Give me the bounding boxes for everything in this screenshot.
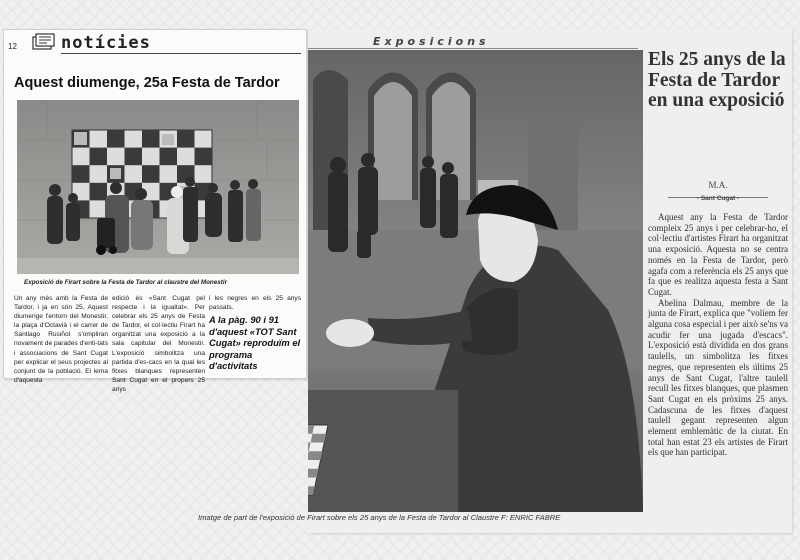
section-title: notícies	[61, 33, 151, 53]
page-number: 12	[8, 42, 17, 51]
article-column-3-text: i les negres en els 25 anys passats.	[209, 295, 301, 312]
article-body	[648, 212, 788, 458]
article-column-1: Un any més amb la Festa de Tardor, i ja en són 25. Aquest diumenge l'entorn del Monestir, la plaça d'Octavià i el carrer de Santiago Rusiñol s'ompliran novament de parades d'enti-tats i associacions de Sant Cugat per explicar el seus projectes al conjunt de la població. El lema d'aquesta	[14, 295, 108, 384]
photo-caption: Imatge de part de l'exposició de Firart sobre els 25 anys de la Festa de Tardor al Claustre F: ENRIC FABRE	[198, 513, 561, 522]
program-callout: A la pàg. 90 i 91 d'aquest «TOT Sant Cugat» reproduïm el programa d'activitats	[209, 314, 301, 372]
left-clipping	[3, 29, 307, 393]
section-rule	[61, 53, 301, 54]
headline: Aquest diumenge, 25a Festa de Tardor	[14, 75, 280, 91]
author-byline: M.A.	[708, 180, 728, 190]
article-column-2: edició és «Sant Cugat pel respecte i la igualtat». Per celebrar els 25 anys de Festa de Tardor, el col·lectiu Firart ha organitzat una exposició a la sala capitular del Monestir. L'exposició simbolitza una partida d'es-cacs en la qual les fitxes blanques representen Sant Cugat en el propers 25 anys	[112, 295, 205, 393]
section-rule	[308, 48, 638, 49]
city-byline: - Sant Cugat -	[696, 195, 740, 202]
article-paragraph: Aquest any la Festa de Tardor compleix 25 anys i per celebrar-ho, el col·lectiu d'artistes Firart ha organitzat una exposició. Aquesta no se centra només en la Festa de Tardor, però agafa com a referència els 25 anys que fa que es realitza aquesta festa a Sant Cugat.	[648, 212, 788, 297]
newspaper-logo-icon	[31, 33, 57, 51]
article-paragraph: Abelina Dalmau, membre de la junta de Firart, explica que "volíem fer alguna cosa especial i per això se'ns va acudir fer una jugada d'escacs". L'exposició està dividida en dos grans taulells, un simbolitza les fitxes negres, que representen els últims 25 anys de Sant Cugat, l'altre taulell recull les fitxes blanques, que plasmen Sant Cugat en els pròxims 25 anys. Cadascuna de les fitxes d'aquest taulell gegant representen algun element emblemàtic de la ciutat. En total han estat 23 els artistes de Firart els que han participat.	[648, 297, 788, 458]
article-column-3	[209, 294, 301, 372]
photo-caption: Exposició de Firart sobre la Festa de Tardor al claustre del Monestir	[24, 279, 228, 286]
chess-player-photo	[308, 50, 643, 512]
section-title-exposicions: Exposicions	[373, 35, 490, 48]
exhibition-photo	[17, 100, 299, 274]
article-title: Els 25 anys de la Festa de Tardor en una exposició	[648, 49, 786, 111]
